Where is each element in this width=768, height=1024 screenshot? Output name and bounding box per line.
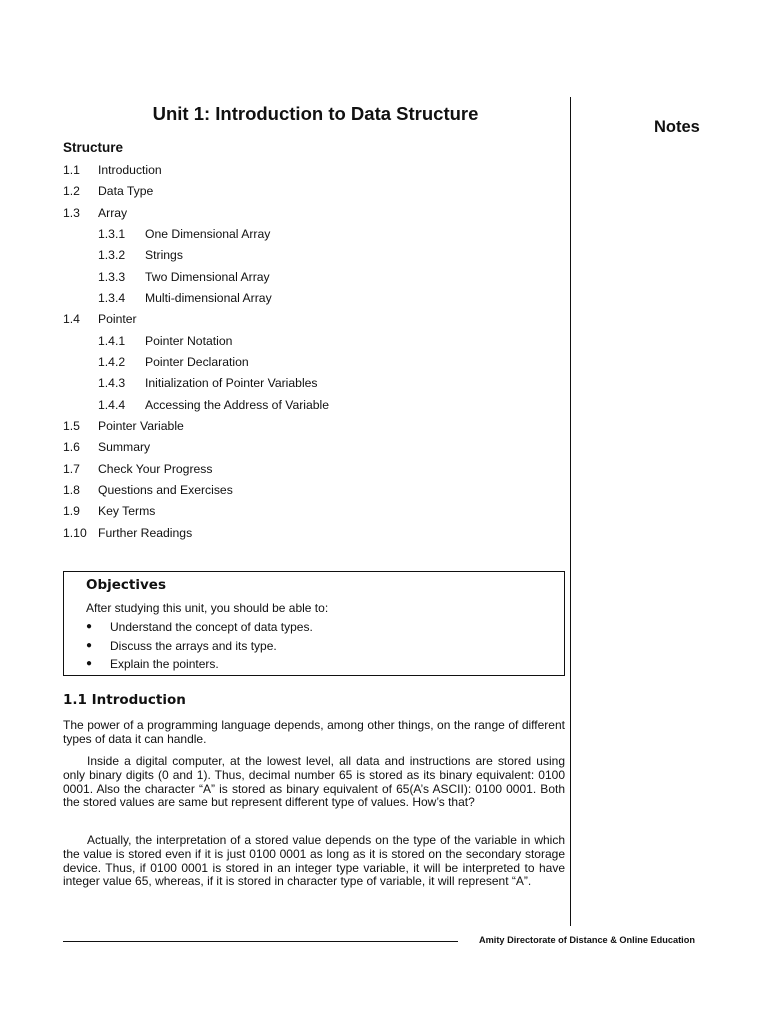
notes-margin-label: Notes [654,118,700,136]
toc-item-label: Pointer Variable [98,418,184,433]
section-heading: 1.1 Introduction [63,692,186,708]
toc-item-number: 1.4.1 [98,333,126,348]
bullet-icon: ● [86,639,93,651]
footer-rule [63,941,458,942]
unit-title: Unit 1: Introduction to Data Structure [152,103,479,124]
toc-item-number: 1.5 [63,418,80,433]
toc-item-label: Array [98,205,128,220]
structure-heading: Structure [63,140,124,155]
toc-item-number: 1.1 [63,163,80,177]
toc-item-number: 1.10 [63,525,87,540]
toc-item-label: Two Dimensional Array [145,269,270,284]
toc-item-number: 1.2 [63,184,80,199]
toc-item-label: Pointer [98,312,137,327]
toc-item-number: 1.4.4 [98,397,126,412]
toc-item-number: 1.3.4 [98,290,126,305]
margin-divider [570,97,571,926]
toc-item-number: 1.3 [63,205,80,220]
toc-item-number: 1.9 [63,504,80,519]
body-paragraph: The power of a programming language depends, among other things, on the range of different types of data it can handle. [63,718,565,746]
toc-item-number: 1.7 [63,461,80,476]
objective-text: Discuss the arrays and its type. [110,638,277,653]
toc-item-label: Further Readings [98,525,193,540]
toc-item-label: Pointer Notation [145,333,233,348]
toc-item-number: 1.6 [63,440,80,455]
toc-item-label: Strings [145,248,183,263]
toc-item-label: Summary [98,440,151,455]
toc-item-label: Data Type [98,184,154,199]
toc-item-number: 1.8 [63,482,80,497]
toc-item-label: Key Terms [98,504,156,519]
objective-text: Explain the pointers. [110,657,219,671]
objectives-title: Objectives [86,577,166,593]
toc-item-label: Check Your Progress [98,461,213,476]
body-paragraph: Inside a digital computer, at the lowest level, all data and instructions are stored using only binary digits (0 and 1). Thus, decimal number 65 is stored as its binary equivalent: 0100 0001. Also the character “A” is stored as binary equivalent of 65(A’s ASCII): 0100 0001. Both the stored values are same but represent different type of values. How’s that? [63,754,565,810]
toc-item-number: 1.4 [63,312,80,327]
footer-text: Amity Directorate of Distance & Online Education [479,935,695,945]
toc-item-number: 1.4.3 [98,376,126,391]
toc-item-number: 1.4.2 [98,354,126,369]
toc-item-label: Introduction [98,163,162,177]
objectives-intro: After studying this unit, you should be able to: [86,601,329,615]
toc-item-label: Multi-dimensional Array [145,290,272,305]
toc-item-number: 1.3.3 [98,269,126,284]
toc-item-label: Accessing the Address of Variable [145,397,330,412]
toc-item-number: 1.3.2 [98,248,126,263]
objective-text: Understand the concept of data types. [110,620,313,634]
body-paragraph: Actually, the interpretation of a stored value depends on the type of the variable in which the value is stored even if it is just 0100 0001 as long as it is stored on the secondary storage device. Thus, if 0100 0001 is stored in an integer type variable, it will be interpreted to have integer value 65, whereas, if it is stored in character type of variable, it will represent “A”. [63,833,565,889]
toc-item-label: Pointer Declaration [145,354,249,369]
bullet-icon: ● [86,621,93,632]
objectives-box [63,571,565,676]
toc-item-label: One Dimensional Array [145,226,271,241]
toc-item-label: Initialization of Pointer Variables [145,376,318,391]
bullet-icon: ● [86,658,93,669]
toc-item-label: Questions and Exercises [98,482,233,497]
toc-item-number: 1.3.1 [98,226,126,241]
